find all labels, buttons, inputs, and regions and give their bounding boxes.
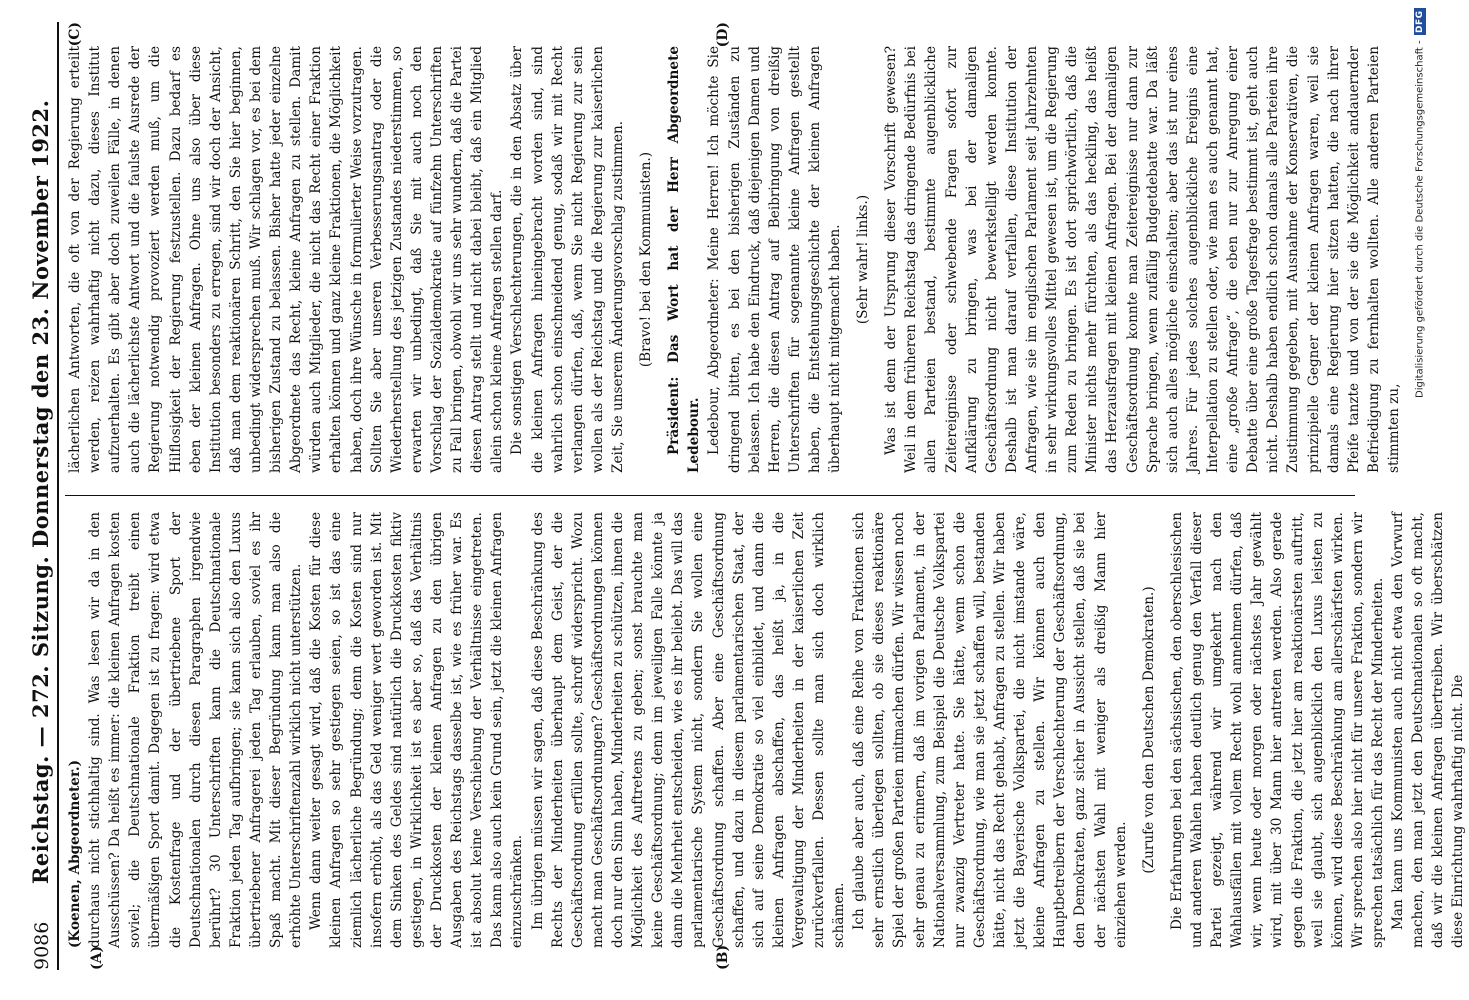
dfg-logo-icon: DFG [1415,10,1425,33]
paragraph: Die Erfahrungen bei den sächsischen, den oberschlesischen und anderen Wahlen haben deutlich genug den Verfall dieser Partei gezeigt, während wir umgekehrt nach den Wahlausfällen mit vollem Recht wohl annehmen dürfen, daß wir, wenn heute oder morgen oder nächstes Jahr gewählt wird, mit über 30 Mann hier antreten werden. Also gerade gegen die Fraktion, die jetzt hier am reaktionärsten auftritt, weil sie glaubt, sich augenblicklich den Luxus leisten zu können, wird diese Beschränkung am allerschärfsten wirken. Wir sprechen also hier nicht für unsere Fraktion, sondern wir sprechen tatsächlich für das Recht der Minderheiten. [1168,512,1386,948]
applause-note: (Bravo! bei den Kommunisten.) [638,151,655,368]
margin-marker-c: (C) [67,22,83,47]
margin-marker-b: (B) [715,944,731,970]
paragraph: durchaus nicht stichhaltig sind. Was lesen wir da in den Ausschüssen? Da heißt es immer: die kleinen Anfragen kosten soviel; die Deutschnationale Fraktion treibt einen übermäßigen Sport damit. Dagegen ist zu fragen: wird etwa die Kostenfrage und der übertriebene Sport der Deutschnationalen durch diesen Paragraphen irgendwie berührt? 30 Unterschriften kann die Deutschnationale Fraktion jeden Tag aufbringen; sie kann sich also den Luxus übertriebener Anfragerei jeden Tag erlauben, soviel es ihr Spaß macht. Mit dieser Begründung kann man also die erhöhte Unterschriftenzahl wirklich nicht unterstützen. [87,512,305,948]
paragraph: Im übrigen müssen wir sagen, daß diese Beschränkung des Rechts der Minderheiten überhaupt dem Geist, der die Geschäftsordnung erfüllen sollte, schroff widerspricht. Wozu macht man Geschäftsordnungen? Geschäftsordnungen können doch nur den Sinn haben, Minderheiten zu schützen, ihnen die Möglichkeit des Auftretens zu geben; sonst brauchte man keine Geschäftsordnung; denn im jeweiligen Falle könnte ja dann die Mehrheit entscheiden, wie es ihr beliebt. Das will das parlamentarische System nicht, sondern Sie wollen eine Geschäftsordnung schaffen. Aber eine Geschäftsordnung schaffen, und dazu in diesem parlamentarischen Staat, der sich auf seine Demokratie so viel einbildet, und dann die kleinen Anfragen abschaffen, das heißt ja, in die Vergewaltigung der Minderheiten in der kaiserlichen Zeit zurückverfallen. Dessen sollte man sich doch wirklich schämen. [529,512,848,948]
paragraph: Was ist denn der Ursprung dieser Vorschrift gewesen? Weil in dem früheren Reichstag das dringende Bedürfnis bei allen Parteien bestand, bestimmte augenblickliche Zeitereignisse oder schwebende Fragen sofort zur Aufklärung zu bringen, was bei der damaligen Geschäftsordnung nicht bewerkstelligt werden konnte. Deshalb ist man darauf verfallen, diese Institution der Anfragen, wie sie im englischen Parlament seit Jahrzehnten in sehr wirkungsvolles Mittel gewesen ist, um die Regierung zum Reden zu bringen. Es ist dort sprichwörtlich, daß die Minister nichts mehr fürchten, als das heckling, das heißt das Herzausfragen mit kleinen Anfragen. Bei der damaligen Geschäftsordnung konnte man Zeitereignisse nur dann zur Sprache bringen, wenn zufällig Budgetdebatte war. Da läßt sich auch alles mögliche einschalten; aber das ist nur eines Jahres. Für jedes solches augenblickliche Ereignis eine Interpellation zu stellen oder, wie man es auch genannt hat, eine „große Anfrage“, die eben nur zur Anregung einer Debatte über eine große Tagesfrage bestimmt ist, geht auch nicht. Deshalb haben endlich schon damals alle Parteien ihre Zustimmung gegeben, mit Ausnahme der Konservativen, die prinzipielle Gegner der kleinen Anfragen waren, weil sie damals eine Regierung hier sitzen hatten, die nach ihrer Pfeife tanzte und von der sie die Möglichkeit andauernder Befriedigung zu fernhalten wollten. Alle anderen Parteien stimmten zu, [883,46,1402,473]
page-header [28,22,59,970]
paragraph: Ledebour, Abgeordneter: Meine Herren! Ich möchte Sie dringend bitten, es bei den bisherigen Zuständen zu belassen. Ich habe den Eindruck, daß diejenigen Damen und Herren, die diesen Antrag auf Beibringung von dreißig Unterschriften für sogenannte kleine Anfragen gestellt haben, die Entstehungsgeschichte der kleinen Anfragen überhaupt nicht mitgemacht haben. [706,46,844,473]
speaker-head: (Koenen, Abgeordneter.) [67,759,83,948]
margin-marker-d: (D) [715,22,731,48]
right-column [65,22,1402,496]
digitization-credit [1410,8,1430,988]
margin-marker-a: (A) [89,945,105,970]
left-column [65,496,1467,970]
president-line: Präsident: Das Wort hat der Herr Abgeordnete Ledebour. [666,46,703,473]
page-number: 9086 [31,921,53,970]
paragraph: lächerlichen Antworten, die oft von der Regierung erteilt werden, reizen wahrhaftig nicht dazu, dieses Institut aufzuerhalten. Es gibt aber doch zuweilen Fälle, in denen auch die lächerlichste Antwort und die faulste Ausrede der Regierung notwendig provoziert werden muß, um die Hilflosigkeit der Regierung festzustellen. Dazu bedarf es eben der kleinen Anfragen. Ohne uns also über diese Institution besonders zu erregen, sind wir doch der Ansicht, daß man dem reaktionären Schritt, den Sie hier beginnen, unbedingt widersprechen muß. Wir schlagen vor, es bei dem bisherigen Zustand zu belassen. Bisher hatte jeder einzelne Abgeordnete das Recht, kleine Anfragen zu stellen. Damit würden auch Mitglieder, die nicht das Recht einer Fraktion erhalten können und ganz kleine Fraktionen, die Möglichkeit haben, doch ihre Wünsche in formulierter Weise vorzutragen. Sollten Sie aber unseren Verbesserungsantrag oder die Wiederherstellung des jetzigen Zustandes niederstimmen, so erwarten wir unbedingt, daß Sie mit auch noch den Vorschlag der Sozialdemokratie auf fünfzehn Unterschriften zu Fall bringen, obwohl wir uns sehr wundern, daß die Partei diesen Antrag stellt und nicht dabei bleibt, daß ein Mitglied allein schon kleine Anfragen stellen darf. [67,46,506,473]
paragraph: Man kann uns Kommunisten auch nicht etwa den Vorwurf machen, den man jetzt den Deutschnationalen so oft macht, daß wir die kleinen Anfragen übertreiben. Wir überschätzen diese Einrichtung wahrhaftig nicht. Die [1390,512,1467,948]
paragraph: Ich glaube aber auch, daß eine Reihe von Fraktionen sich sehr ernstlich überlegen sollten, ob sie dieses reaktionäre Spiel der großen Parteien mitmachen dürfen. Wir wissen noch sehr genau zu erinnern, daß im vorigen Parlament, in der Nationalversammlung, zum Beispiel die Deutsche Volkspartei nur zwanzig Vertreter hatte. Sie hätte, wenn schon die Geschäftsordnung, wie man sie jetzt schaffen will, bestanden hätte, nicht das Recht gehabt, Anfragen zu stellen. Wir haben jetzt die Bayerische Volkspartei, die nicht imstande wäre, kleine Anfragen zu stellen. Wir können auch den Hauptbetreibern der Verschlechterung der Geschäftsordnung, den Demokraten, ganz sicher in Aussicht stellen, daß sie bei der nächsten Wahl mit weniger als dreißig Mann hier einziehen werden. [851,512,1129,948]
paragraph: Wenn dann weiter gesagt wird, daß die Kosten für diese kleinen Anfragen so sehr gestiegen seien, so ist das eine ziemlich lächerliche Begründung; denn die Kosten sind nur insofern erhöht, als das Geld weniger wert geworden ist. Mit dem Sinken des Geldes sind natürlich die Druckkosten fiktiv gestiegen, in Wirklichkeit ist es aber so, daß das Verhältnis der Druckkosten der kleinen Anfragen zu den übrigen Ausgaben des Reichstags dasselbe ist, wie es früher war. Es ist absolut keine Verschiebung der Verhältnisse eingetreten. Das kann also auch kein Grund sein, jetzt die kleinen Anfragen einzuschränken. [308,512,526,948]
page-title: Reichstag. — 272. Sitzung. Donnerstag den 23. November 1922. [28,99,53,885]
paragraph: Die sonstigen Verschlechterungen, die in den Absatz über die kleinen Anfragen hineingebracht worden sind, sind wahrlich schon einschneidend genug, sodaß wir mit Recht verlangen dürfen, daß, wenn Sie nicht Regierung zur sein wollen als der Reichstag und die Regierung zur kaiserlichen Zeit, Sie unserem Änderungsvorschlag zustimmen. [509,46,626,473]
credit-text: Digitalisierung gefördert durch die Deutsche Forschungsgemeinschaft - [1414,40,1426,399]
interjection: (Zurufe von den Deutschen Demokraten.) [1140,586,1157,874]
interjection: (Sehr wahr! links.) [855,194,872,325]
